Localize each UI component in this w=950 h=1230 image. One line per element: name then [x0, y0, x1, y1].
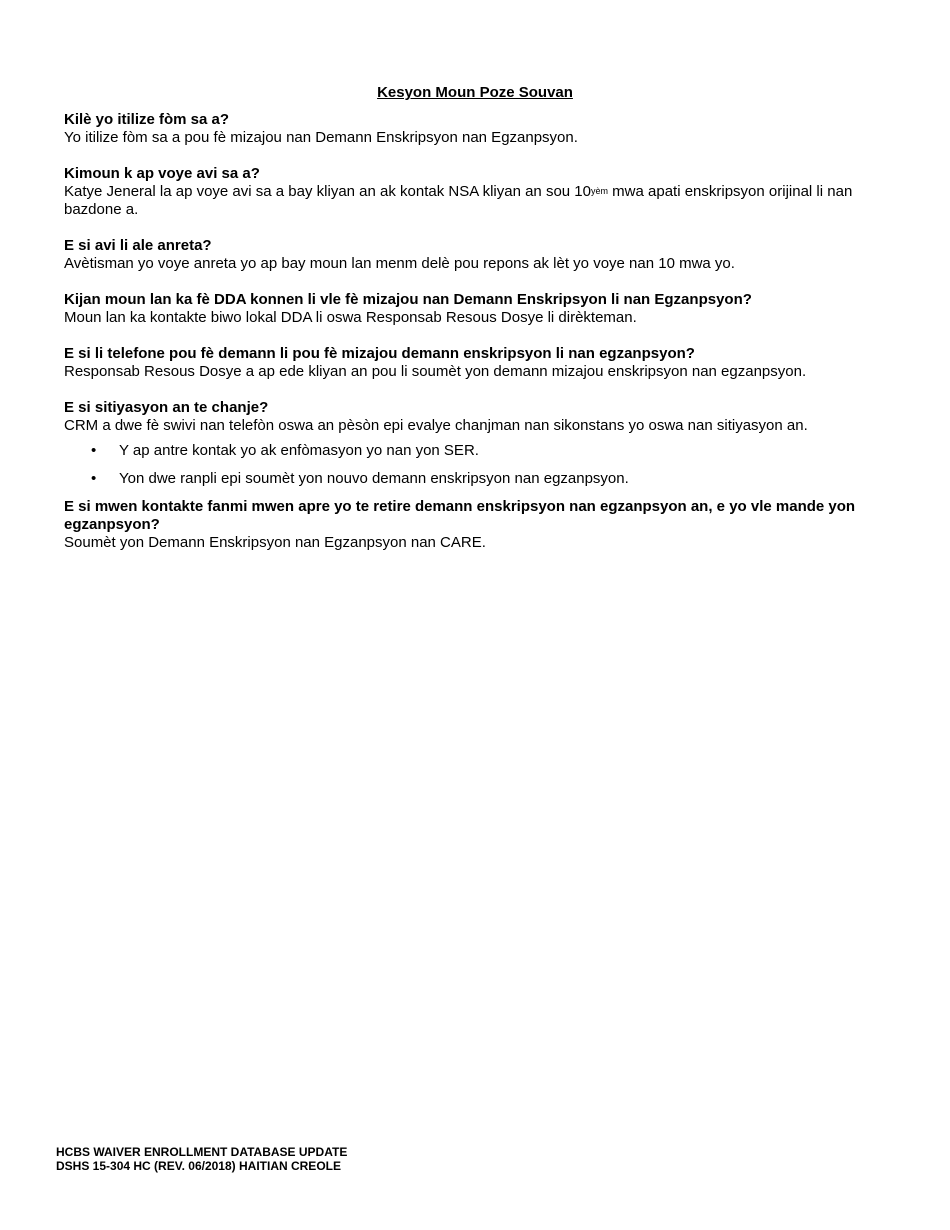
bullet-item: [91, 442, 890, 460]
bullet-icon: •: [91, 442, 97, 459]
faq-answer: CRM a dwe fè swivi nan telefòn oswa an pèsòn epi evalye chanjman nan sikonstans yo oswa nan sitiyasyon an.: [64, 417, 808, 434]
faq-answer: Avètisman yo voye anreta yo ap bay moun lan menm delè pou repons ak lèt yo voye nan 10 mwa yo.: [64, 255, 735, 272]
bullet-icon: •: [91, 470, 97, 487]
faq-content: [64, 111, 890, 570]
bullet-list: [64, 442, 890, 488]
faq-answer: Soumèt yon Demann Enskripsyon nan Egzanpsyon nan CARE.: [64, 534, 486, 551]
faq-question: E si avi li ale anreta?: [64, 237, 212, 254]
faq-answer: [64, 183, 890, 219]
faq-answer: Moun lan ka kontakte biwo lokal DDA li oswa Responsab Resous Dosye li dirèkteman.: [64, 309, 637, 326]
form-footer: [56, 1145, 347, 1173]
faq-item: [64, 165, 890, 219]
faq-question: Kilè yo itilize fòm sa a?: [64, 111, 230, 128]
faq-question: E si sitiyasyon an te chanje?: [64, 399, 269, 416]
bullet-item: [91, 470, 890, 488]
footer-form-title: HCBS WAIVER ENROLLMENT DATABASE UPDATE: [56, 1145, 348, 1159]
faq-question: Kimoun k ap voye avi sa a?: [64, 165, 260, 182]
faq-answer: Responsab Resous Dosye a ap ede kliyan an pou li soumèt yon demann mizajou enskripsyon nan egzanpsyon.: [64, 363, 807, 380]
faq-item: [64, 498, 890, 552]
faq-question: E si mwen kontakte fanmi mwen apre yo te retire demann enskripsyon nan egzanpsyon an, e yo vle mande yon egzanpsyon?: [64, 498, 856, 533]
faq-item: [64, 291, 890, 327]
faq-item: [64, 345, 890, 381]
faq-question: Kijan moun lan ka fè DDA konnen li vle fè mizajou nan Demann Enskripsyon li nan Egzanpsyon?: [64, 291, 752, 308]
ordinal-suffix: yèm: [590, 186, 608, 196]
faq-question: E si li telefone pou fè demann li pou fè mizajou demann enskripsyon li nan egzanpsyon?: [64, 345, 695, 362]
footer-form-number: DSHS 15-304 HC (REV. 06/2018) HAITIAN CREOLE: [56, 1159, 341, 1173]
faq-answer-text: Katye Jeneral la ap voye avi sa a bay kliyan an ak kontak NSA kliyan an sou 10: [64, 183, 591, 200]
faq-item: [64, 111, 890, 147]
bullet-text: Yon dwe ranpli epi soumèt yon nouvo demann enskripsyon nan egzanpsyon.: [119, 470, 629, 487]
faq-item: [64, 399, 890, 488]
faq-answer-text: mwa apati enskripsyon orijinal li nan bazdone a.: [64, 183, 853, 218]
page-title: Kesyon Moun Poze Souvan: [377, 84, 573, 101]
bullet-text: Y ap antre kontak yo ak enfòmasyon yo nan yon SER.: [119, 442, 479, 459]
faq-answer: Yo itilize fòm sa a pou fè mizajou nan Demann Enskripsyon nan Egzanpsyon.: [64, 129, 578, 146]
faq-item: [64, 237, 890, 273]
